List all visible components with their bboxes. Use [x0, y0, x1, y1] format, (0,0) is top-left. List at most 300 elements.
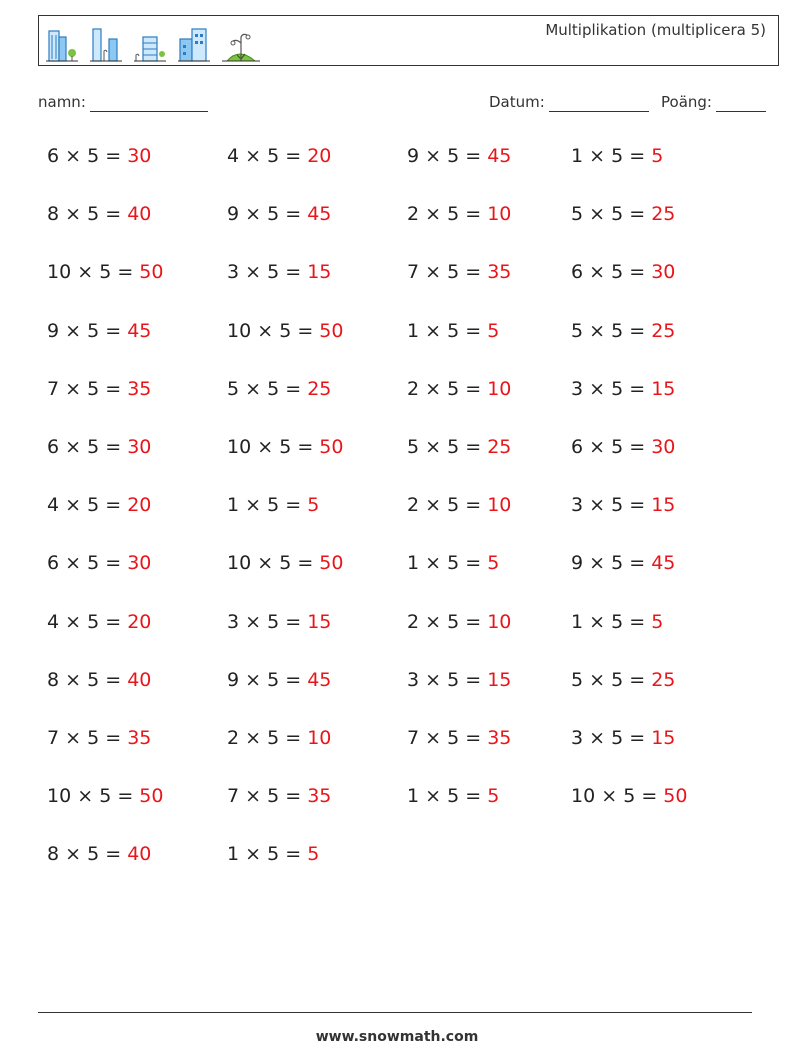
times-sign: × [419, 785, 448, 808]
answer: 35 [307, 785, 332, 808]
times-sign: × [59, 494, 88, 517]
factor-b: 5 [447, 610, 460, 633]
factor-a: 1 [407, 785, 420, 808]
problem-item [407, 494, 511, 516]
times-sign: × [419, 668, 448, 691]
equals-sign: = [111, 261, 140, 284]
factor-a: 8 [47, 203, 60, 226]
times-sign: × [59, 319, 88, 342]
factor-a: 1 [571, 145, 584, 167]
factor-b: 5 [267, 843, 280, 866]
times-sign: × [419, 203, 448, 226]
factor-a: 3 [571, 377, 584, 400]
factor-a: 5 [571, 203, 584, 226]
answer: 10 [307, 727, 332, 749]
factor-a: 6 [47, 552, 60, 575]
factor-b: 5 [447, 261, 460, 284]
factor-b: 5 [611, 552, 624, 575]
answer: 20 [127, 610, 152, 633]
answer: 40 [127, 843, 152, 866]
equals-sign: = [99, 436, 128, 458]
factor-a: 6 [571, 436, 584, 458]
problem-item [47, 552, 151, 574]
answer: 15 [651, 727, 676, 749]
times-sign: × [239, 203, 268, 226]
answer: 30 [651, 436, 676, 458]
factor-a: 1 [227, 843, 240, 866]
problem-item [407, 611, 511, 633]
factor-a: 10 [227, 436, 252, 458]
problem-item [571, 611, 663, 633]
equals-sign: = [279, 727, 308, 749]
equals-sign: = [623, 494, 652, 517]
factor-b: 5 [611, 436, 624, 458]
factor-a: 1 [227, 494, 240, 517]
problem-item [571, 669, 675, 691]
times-sign: × [583, 668, 612, 691]
problem-item [571, 320, 675, 342]
header-icons [45, 21, 261, 63]
problem-item [47, 203, 151, 225]
times-sign: × [583, 552, 612, 575]
times-sign: × [583, 377, 612, 400]
problem-item [571, 203, 675, 225]
factor-a: 2 [407, 203, 420, 226]
equals-sign: = [459, 727, 488, 749]
answer: 50 [319, 552, 344, 575]
problem-item [227, 727, 331, 749]
times-sign: × [583, 494, 612, 517]
equals-sign: = [99, 494, 128, 517]
equals-sign: = [459, 552, 488, 575]
times-sign: × [583, 610, 612, 633]
answer: 25 [307, 377, 332, 400]
problem-item [571, 145, 663, 167]
problem-item [47, 785, 163, 807]
times-sign: × [419, 261, 448, 284]
factor-a: 3 [227, 261, 240, 284]
times-sign: × [419, 145, 448, 167]
answer: 25 [487, 436, 512, 458]
times-sign: × [71, 785, 100, 808]
problem-item [47, 727, 151, 749]
problem-item [407, 436, 511, 458]
name-blank[interactable] [90, 93, 208, 112]
answer: 20 [127, 494, 152, 517]
times-sign: × [239, 843, 268, 866]
times-sign: × [583, 261, 612, 284]
answer: 30 [127, 436, 152, 458]
factor-a: 2 [407, 610, 420, 633]
equals-sign: = [99, 203, 128, 226]
times-sign: × [583, 203, 612, 226]
problem-item [407, 727, 511, 749]
factor-a: 9 [227, 668, 240, 691]
answer: 30 [127, 145, 152, 167]
answer: 50 [319, 436, 344, 458]
equals-sign: = [111, 785, 140, 808]
factor-b: 5 [611, 668, 624, 691]
problem-item [407, 203, 511, 225]
factor-b: 5 [611, 319, 624, 342]
equals-sign: = [459, 610, 488, 633]
times-sign: × [595, 785, 624, 808]
times-sign: × [59, 552, 88, 575]
problem-item [571, 785, 687, 807]
times-sign: × [59, 377, 88, 400]
factor-b: 5 [447, 494, 460, 517]
times-sign: × [419, 552, 448, 575]
equals-sign: = [635, 785, 664, 808]
times-sign: × [583, 436, 612, 458]
equals-sign: = [99, 145, 128, 167]
answer: 15 [307, 261, 332, 284]
factor-a: 5 [227, 377, 240, 400]
factor-a: 2 [407, 377, 420, 400]
factor-b: 5 [279, 552, 292, 575]
times-sign: × [59, 727, 88, 749]
problem-item [407, 552, 499, 574]
office-building-icon [177, 25, 211, 63]
score-label: Poäng: [661, 93, 712, 111]
equals-sign: = [623, 727, 652, 749]
factor-a: 7 [407, 727, 420, 749]
problem-item [47, 145, 151, 167]
times-sign: × [71, 261, 100, 284]
equals-sign: = [623, 436, 652, 458]
times-sign: × [59, 145, 88, 167]
factor-a: 9 [47, 319, 60, 342]
factor-b: 5 [611, 610, 624, 633]
answer: 50 [319, 319, 344, 342]
score-blank[interactable] [716, 93, 766, 112]
factor-b: 5 [611, 203, 624, 226]
towers-icon [89, 25, 123, 63]
times-sign: × [419, 319, 448, 342]
factor-a: 4 [227, 145, 240, 167]
equals-sign: = [623, 203, 652, 226]
problem-item [571, 436, 675, 458]
equals-sign: = [99, 668, 128, 691]
times-sign: × [583, 319, 612, 342]
problem-item [47, 320, 151, 342]
problem-item [407, 785, 499, 807]
factor-b: 5 [611, 261, 624, 284]
times-sign: × [251, 552, 280, 575]
factor-a: 9 [571, 552, 584, 575]
problem-item [407, 378, 511, 400]
factor-b: 5 [447, 319, 460, 342]
problem-item [227, 436, 343, 458]
answer: 10 [487, 610, 512, 633]
times-sign: × [251, 436, 280, 458]
name-field [38, 93, 208, 112]
times-sign: × [59, 610, 88, 633]
factor-b: 5 [267, 668, 280, 691]
times-sign: × [239, 494, 268, 517]
answer: 10 [487, 203, 512, 226]
times-sign: × [583, 145, 612, 167]
problem-item [571, 727, 675, 749]
footer-divider [38, 1012, 752, 1013]
answer: 40 [127, 668, 152, 691]
problem-item [407, 145, 511, 167]
equals-sign: = [459, 785, 488, 808]
factor-a: 8 [47, 843, 60, 866]
factor-b: 5 [623, 785, 636, 808]
skyscrapers-icon [45, 25, 79, 63]
answer: 50 [139, 785, 164, 808]
factor-a: 7 [47, 377, 60, 400]
problem-item [47, 494, 151, 516]
equals-sign: = [459, 319, 488, 342]
factor-a: 1 [407, 319, 420, 342]
equals-sign: = [99, 319, 128, 342]
answer: 5 [487, 319, 500, 342]
answer: 45 [127, 319, 152, 342]
equals-sign: = [99, 377, 128, 400]
times-sign: × [419, 494, 448, 517]
date-blank[interactable] [549, 93, 649, 112]
equals-sign: = [623, 377, 652, 400]
factor-a: 5 [407, 436, 420, 458]
times-sign: × [419, 377, 448, 400]
factor-b: 5 [611, 377, 624, 400]
answer: 50 [139, 261, 164, 284]
name-label: namn: [38, 93, 86, 111]
answer: 30 [127, 552, 152, 575]
factor-a: 10 [47, 261, 72, 284]
factor-b: 5 [447, 668, 460, 691]
factor-b: 5 [87, 843, 100, 866]
factor-a: 5 [571, 668, 584, 691]
factor-a: 2 [407, 494, 420, 517]
answer: 25 [651, 319, 676, 342]
times-sign: × [59, 668, 88, 691]
times-sign: × [239, 668, 268, 691]
equals-sign: = [279, 203, 308, 226]
equals-sign: = [279, 843, 308, 866]
times-sign: × [239, 610, 268, 633]
factor-a: 8 [47, 668, 60, 691]
factor-b: 5 [279, 319, 292, 342]
answer: 50 [663, 785, 688, 808]
factor-a: 4 [47, 494, 60, 517]
equals-sign: = [623, 261, 652, 284]
equals-sign: = [459, 203, 488, 226]
factor-b: 5 [267, 785, 280, 808]
answer: 35 [487, 727, 512, 749]
equals-sign: = [623, 668, 652, 691]
score-field [661, 93, 766, 112]
equals-sign: = [99, 727, 128, 749]
times-sign: × [59, 203, 88, 226]
footer-url: www.snowmath.com [315, 1029, 479, 1045]
problem-item [571, 378, 675, 400]
answer: 45 [651, 552, 676, 575]
equals-sign: = [459, 668, 488, 691]
problem-item [227, 320, 343, 342]
factor-b: 5 [447, 377, 460, 400]
times-sign: × [419, 727, 448, 749]
factor-b: 5 [99, 261, 112, 284]
problem-item [227, 785, 331, 807]
equals-sign: = [623, 145, 652, 167]
equals-sign: = [279, 494, 308, 517]
factor-a: 10 [227, 319, 252, 342]
problem-item [571, 552, 675, 574]
factor-b: 5 [447, 436, 460, 458]
equals-sign: = [279, 261, 308, 284]
answer: 5 [487, 785, 500, 808]
factor-b: 5 [611, 494, 624, 517]
factor-a: 3 [571, 727, 584, 749]
answer: 30 [651, 261, 676, 284]
equals-sign: = [459, 145, 488, 167]
problem-item [47, 261, 163, 283]
times-sign: × [419, 436, 448, 458]
times-sign: × [239, 785, 268, 808]
factor-a: 2 [227, 727, 240, 749]
times-sign: × [59, 843, 88, 866]
times-sign: × [239, 145, 268, 167]
factor-b: 5 [87, 203, 100, 226]
factor-b: 5 [87, 668, 100, 691]
problem-item [47, 669, 151, 691]
equals-sign: = [291, 436, 320, 458]
problem-item [407, 320, 499, 342]
problem-item [47, 436, 151, 458]
equals-sign: = [279, 145, 308, 167]
problem-item [227, 552, 343, 574]
factor-b: 5 [447, 785, 460, 808]
factor-b: 5 [87, 377, 100, 400]
factor-a: 1 [407, 552, 420, 575]
answer: 15 [651, 494, 676, 517]
factor-b: 5 [279, 436, 292, 458]
factor-b: 5 [267, 727, 280, 749]
factor-a: 7 [47, 727, 60, 749]
problem-item [47, 611, 151, 633]
factor-a: 3 [407, 668, 420, 691]
answer: 5 [307, 494, 320, 517]
equals-sign: = [99, 552, 128, 575]
factor-b: 5 [87, 319, 100, 342]
problem-item [227, 669, 331, 691]
equals-sign: = [459, 261, 488, 284]
answer: 5 [487, 552, 500, 575]
answer: 25 [651, 203, 676, 226]
answer: 5 [307, 843, 320, 866]
factor-a: 3 [227, 610, 240, 633]
equals-sign: = [279, 668, 308, 691]
times-sign: × [59, 436, 88, 458]
factor-b: 5 [87, 610, 100, 633]
factor-b: 5 [267, 145, 280, 167]
factor-a: 7 [227, 785, 240, 808]
date-field [489, 93, 649, 112]
factor-a: 6 [47, 436, 60, 458]
factor-a: 9 [407, 145, 420, 167]
answer: 35 [127, 377, 152, 400]
factor-b: 5 [447, 203, 460, 226]
times-sign: × [419, 610, 448, 633]
problem-item [571, 261, 675, 283]
factor-b: 5 [447, 727, 460, 749]
problem-item [227, 611, 331, 633]
factor-a: 4 [47, 610, 60, 633]
answer: 45 [307, 203, 332, 226]
times-sign: × [583, 727, 612, 749]
factor-a: 5 [571, 319, 584, 342]
factor-b: 5 [87, 436, 100, 458]
problem-item [571, 494, 675, 516]
answer: 35 [487, 261, 512, 284]
answer: 20 [307, 145, 332, 167]
problem-item [227, 378, 331, 400]
factor-b: 5 [267, 377, 280, 400]
worksheet-header [38, 15, 779, 66]
factor-b: 5 [267, 203, 280, 226]
answer: 40 [127, 203, 152, 226]
times-sign: × [239, 261, 268, 284]
answer: 5 [651, 145, 664, 167]
answer: 15 [651, 377, 676, 400]
equals-sign: = [99, 843, 128, 866]
times-sign: × [251, 319, 280, 342]
problem-item [407, 261, 511, 283]
answer: 35 [127, 727, 152, 749]
factor-b: 5 [447, 145, 460, 167]
answer: 15 [487, 668, 512, 691]
equals-sign: = [623, 319, 652, 342]
problem-item [227, 145, 331, 167]
equals-sign: = [291, 552, 320, 575]
factor-a: 10 [47, 785, 72, 808]
equals-sign: = [623, 552, 652, 575]
date-label: Datum: [489, 93, 545, 111]
factor-a: 6 [47, 145, 60, 167]
factor-b: 5 [611, 145, 624, 167]
factor-a: 9 [227, 203, 240, 226]
equals-sign: = [279, 377, 308, 400]
factor-b: 5 [267, 261, 280, 284]
equals-sign: = [459, 377, 488, 400]
factor-b: 5 [267, 494, 280, 517]
factor-b: 5 [87, 727, 100, 749]
problem-item [227, 203, 331, 225]
factor-a: 3 [571, 494, 584, 517]
factor-a: 7 [407, 261, 420, 284]
problem-item [227, 261, 331, 283]
problem-item [47, 843, 151, 865]
answer: 45 [307, 668, 332, 691]
problem-item [227, 843, 319, 865]
problem-item [227, 494, 319, 516]
equals-sign: = [459, 494, 488, 517]
equals-sign: = [279, 610, 308, 633]
equals-sign: = [623, 610, 652, 633]
answer: 15 [307, 610, 332, 633]
factor-b: 5 [99, 785, 112, 808]
equals-sign: = [279, 785, 308, 808]
problem-item [47, 378, 151, 400]
answer: 5 [651, 610, 664, 633]
factor-b: 5 [87, 552, 100, 575]
factor-b: 5 [447, 552, 460, 575]
worksheet-title: Multiplikation (multiplicera 5) [545, 21, 766, 39]
answer: 10 [487, 494, 512, 517]
